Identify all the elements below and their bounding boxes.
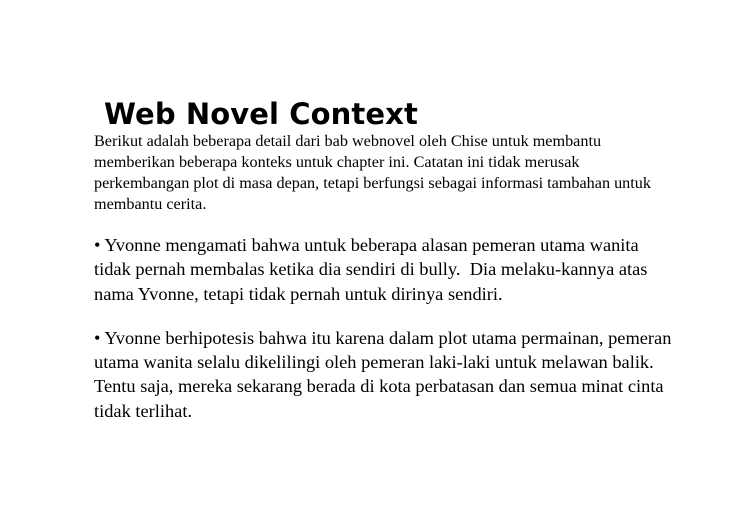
bullet-paragraph-one: • Yvonne mengamati bahwa untuk beberapa alasan pemeran utama wanita tidak pernah membalas ketika dia sendiri di bully. Dia melaku-kannya atas nama Yvonne, tetapi tidak pernah untuk dirinya sendiri. bbox=[94, 235, 653, 304]
bullet-paragraph-two: • Yvonne berhipotesis bahwa itu karena dalam plot utama permainan, pemeran utama wanita selalu dikelilingi oleh pemeran laki-laki untuk melawan balik. Tentu saja, mereka sekarang berada di kota perbatasan dan semua minat cinta tidak terlihat. bbox=[94, 327, 677, 421]
document-body bbox=[94, 131, 677, 423]
page-title: Web Novel Context bbox=[104, 97, 418, 132]
intro-paragraph: Berikut adalah beberapa detail dari bab webnovel oleh Chise untuk membantu memberikan beberapa konteks untuk chapter ini. Catatan ini tidak merusak perkembangan plot di masa depan, tetapi berfungsi sebagai informasi tambahan untuk membantu cerita. bbox=[94, 132, 655, 213]
